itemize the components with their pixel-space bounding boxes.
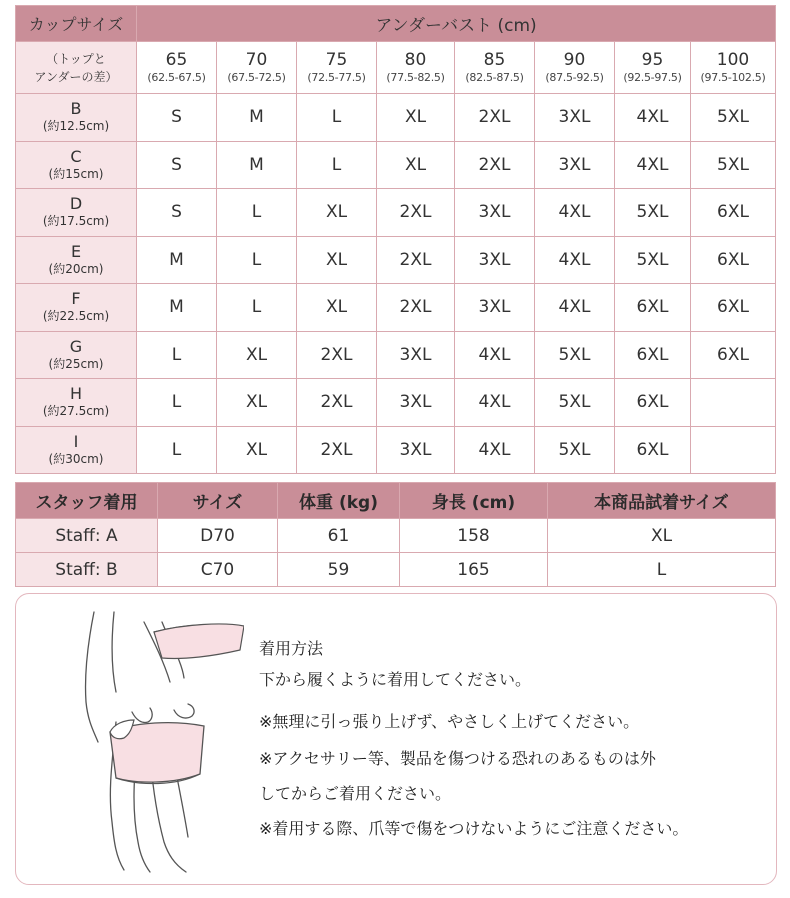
cup-diff-header (16, 42, 137, 94)
cup-diff: (約25cm) (48, 356, 104, 371)
cup-label (16, 284, 137, 332)
band-range: (82.5-87.5) (465, 70, 524, 84)
size-cell: 6XL (615, 379, 691, 427)
band-number: 80 (404, 49, 427, 70)
how-to-wear-instruction: 下から履くように着用してください。 (259, 670, 532, 689)
size-cell: M (137, 236, 217, 284)
table-row (16, 331, 776, 379)
cup-diff-header-line2: アンダーの差） (34, 69, 118, 84)
size-cell: 2XL (377, 189, 455, 237)
underbust-header: アンダーバスト (cm) (137, 6, 776, 42)
band-range: (97.5-102.5) (700, 70, 766, 84)
cup-diff: (約12.5cm) (42, 119, 110, 134)
band-range: (92.5-97.5) (623, 70, 682, 84)
size-cell: XL (297, 284, 377, 332)
staff-cell: L (548, 553, 776, 587)
staff-cell: 61 (278, 519, 400, 553)
size-cell: S (137, 141, 217, 189)
table-row (16, 379, 776, 427)
cup-diff: (約17.5cm) (42, 214, 110, 229)
size-cell: 6XL (615, 426, 691, 474)
size-cell: 2XL (297, 379, 377, 427)
how-to-wear-text (259, 638, 759, 840)
size-cell: S (137, 94, 217, 142)
table-row (16, 519, 776, 553)
cup-letter: E (70, 241, 82, 261)
staff-header-cell: 体重 (kg) (278, 483, 400, 519)
band-header (377, 42, 455, 94)
care-note: ※無理に引っ張り上げず、やさしく上げてください。 (259, 712, 640, 731)
band-header (691, 42, 776, 94)
table-row (16, 553, 776, 587)
band-number: 95 (641, 49, 664, 70)
care-note: ※アクセサリー等、製品を傷つける恐れのあるものは外 (259, 749, 656, 768)
staff-cell: 158 (400, 519, 548, 553)
size-cell: 5XL (535, 379, 615, 427)
cup-letter: D (69, 194, 83, 214)
cup-diff: (約30cm) (48, 451, 104, 466)
cup-letter: I (73, 431, 79, 451)
size-cell: M (137, 284, 217, 332)
band-number: 85 (483, 49, 506, 70)
size-cell: XL (377, 94, 455, 142)
band-header (535, 42, 615, 94)
size-cell: 2XL (377, 284, 455, 332)
cup-label (16, 141, 137, 189)
staff-name-cell: Staff: B (16, 553, 158, 587)
size-cell: 3XL (377, 379, 455, 427)
cup-label (16, 379, 137, 427)
cup-label (16, 426, 137, 474)
size-cell: S (137, 189, 217, 237)
staff-table (15, 482, 776, 587)
size-cell: 4XL (615, 94, 691, 142)
cup-label (16, 331, 137, 379)
size-cell: L (297, 141, 377, 189)
band-number: 70 (245, 49, 268, 70)
size-cell: 6XL (691, 331, 776, 379)
size-cell: XL (297, 236, 377, 284)
size-cell: 5XL (691, 141, 776, 189)
size-cell: 3XL (377, 331, 455, 379)
care-note: ※着用する際、爪等で傷をつけないようにご注意ください。 (259, 819, 689, 838)
size-cell: XL (377, 141, 455, 189)
staff-cell: 59 (278, 553, 400, 587)
staff-header-cell: 本商品試着サイズ (548, 483, 776, 519)
cup-diff: (約22.5cm) (42, 309, 110, 324)
cup-label (16, 189, 137, 237)
band-range: (67.5-72.5) (227, 70, 286, 84)
cup-letter: G (69, 336, 83, 356)
cup-diff: (約27.5cm) (42, 404, 110, 419)
size-cell: L (137, 379, 217, 427)
cup-diff: (約20cm) (48, 261, 104, 276)
band-number: 75 (325, 49, 348, 70)
size-cell: 4XL (455, 331, 535, 379)
size-cell: 6XL (691, 284, 776, 332)
legs-pulling-up-garment-illustration (54, 602, 244, 878)
staff-cell: D70 (158, 519, 278, 553)
size-cell: L (137, 331, 217, 379)
size-cell: L (297, 94, 377, 142)
size-cell: 6XL (691, 189, 776, 237)
table-row (16, 284, 776, 332)
size-cell: 5XL (535, 331, 615, 379)
size-cell: 3XL (535, 141, 615, 189)
cup-letter: B (70, 99, 82, 119)
size-cell: L (217, 284, 297, 332)
size-cell: 2XL (377, 236, 455, 284)
staff-header-cell: 身長 (cm) (400, 483, 548, 519)
staff-header-cell: スタッフ着用 (16, 483, 158, 519)
size-cell: XL (217, 331, 297, 379)
table-row (16, 426, 776, 474)
cup-letter: C (70, 146, 82, 166)
band-range: (62.5-67.5) (147, 70, 206, 84)
size-cell (691, 379, 776, 427)
table-row (16, 141, 776, 189)
table-row (16, 94, 776, 142)
band-header (217, 42, 297, 94)
band-range: (87.5-92.5) (545, 70, 604, 84)
size-cell: 5XL (615, 236, 691, 284)
size-cell: 2XL (455, 141, 535, 189)
size-cell: 4XL (455, 426, 535, 474)
table-row (16, 189, 776, 237)
band-header (615, 42, 691, 94)
how-to-wear-title: 着用方法 (259, 639, 324, 658)
size-cell: 2XL (297, 426, 377, 474)
size-cell: 3XL (455, 189, 535, 237)
staff-cell: 165 (400, 553, 548, 587)
size-chart-table (15, 5, 776, 474)
size-cell: 4XL (535, 236, 615, 284)
staff-cell: C70 (158, 553, 278, 587)
cup-letter: H (69, 384, 83, 404)
size-cell: 6XL (615, 331, 691, 379)
size-cell: XL (217, 426, 297, 474)
band-header (297, 42, 377, 94)
size-cell: 4XL (455, 379, 535, 427)
size-cell: 3XL (455, 284, 535, 332)
size-cell: 6XL (691, 236, 776, 284)
how-to-wear-panel (15, 593, 777, 885)
band-range: (72.5-77.5) (307, 70, 366, 84)
size-cell: 4XL (615, 141, 691, 189)
size-cell: M (217, 94, 297, 142)
size-cell: L (217, 189, 297, 237)
cup-label (16, 94, 137, 142)
size-cell: XL (297, 189, 377, 237)
size-cell: 4XL (535, 284, 615, 332)
cup-diff-header-line1: （トップと (46, 51, 106, 66)
size-cell: 3XL (535, 94, 615, 142)
staff-name-cell: Staff: A (16, 519, 158, 553)
cup-letter: F (71, 289, 81, 309)
size-cell: L (137, 426, 217, 474)
size-cell: 5XL (615, 189, 691, 237)
band-number: 65 (165, 49, 188, 70)
care-note-continued: してからご着用ください。 (259, 784, 452, 803)
size-cell: XL (217, 379, 297, 427)
table-row (16, 236, 776, 284)
cup-label (16, 236, 137, 284)
size-cell: M (217, 141, 297, 189)
size-cell (691, 426, 776, 474)
band-header (455, 42, 535, 94)
cup-diff: (約15cm) (48, 166, 104, 181)
size-cell: 3XL (455, 236, 535, 284)
size-cell: 6XL (615, 284, 691, 332)
band-header (137, 42, 217, 94)
band-range: (77.5-82.5) (386, 70, 445, 84)
band-number: 100 (716, 49, 750, 70)
size-cell: 5XL (535, 426, 615, 474)
size-cell: L (217, 236, 297, 284)
size-cell: 2XL (297, 331, 377, 379)
size-cell: 3XL (377, 426, 455, 474)
staff-header-cell: サイズ (158, 483, 278, 519)
size-cell: 2XL (455, 94, 535, 142)
size-cell: 5XL (691, 94, 776, 142)
staff-cell: XL (548, 519, 776, 553)
cup-size-header: カップサイズ (16, 6, 137, 42)
band-number: 90 (563, 49, 586, 70)
size-cell: 4XL (535, 189, 615, 237)
